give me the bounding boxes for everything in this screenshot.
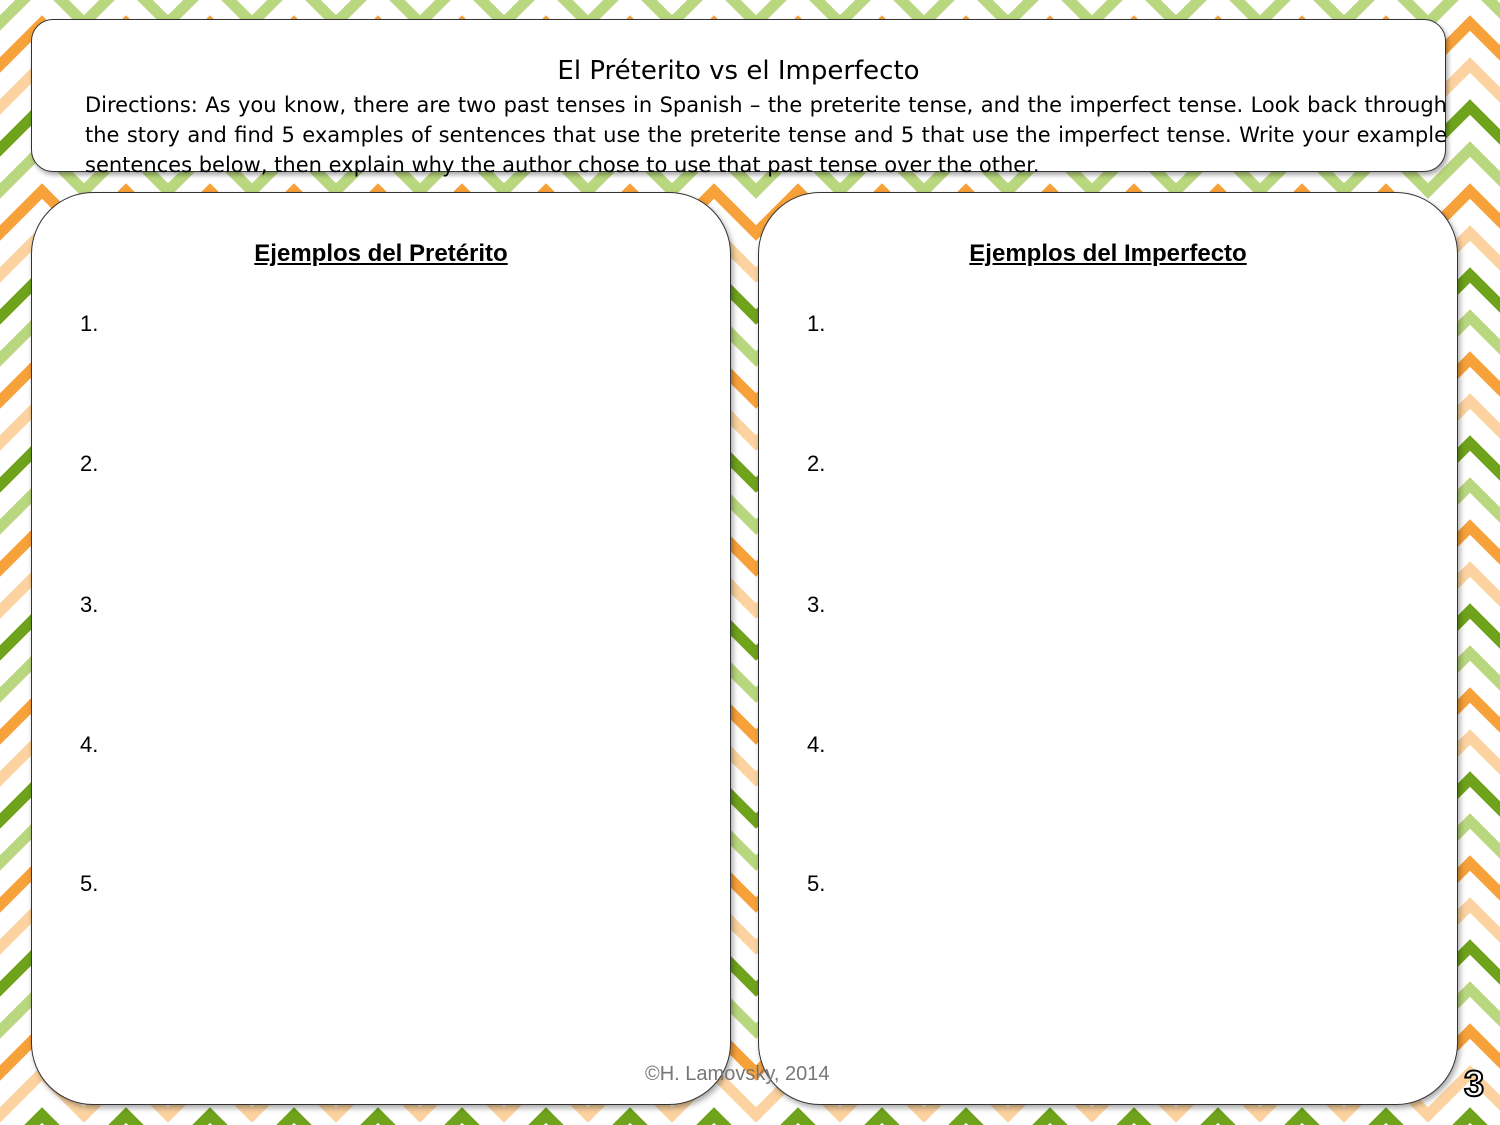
preterite-item-1: 1.: [80, 311, 99, 336]
directions-box: [31, 19, 1447, 177]
preterite-item-3: 3.: [80, 592, 99, 617]
page-title: El Préterito vs el Imperfecto: [557, 56, 920, 86]
directions-text: Directions: As you know, there are two past tenses in Spanish – the preterite tense, and the imperfect tense. Look back through the story and find 5 examples of sentences that use the preterite tense and 5 that use the imperfect tense. Write your example sentences below, then explain why the author chose to use that past tense over the other.: [85, 93, 1447, 177]
preterite-item-4: 4.: [80, 732, 99, 757]
preterite-panel: [31, 192, 731, 1105]
imperfect-item-3: 3.: [807, 592, 826, 617]
copyright-text: ©H. Lamovsky, 2014: [645, 1063, 830, 1085]
imperfect-item-5: 5.: [807, 871, 826, 896]
preterite-heading: Ejemplos del Pretérito: [254, 240, 508, 267]
imperfect-panel: [758, 192, 1458, 1105]
imperfect-item-4: 4.: [807, 732, 826, 757]
imperfect-heading: Ejemplos del Imperfecto: [969, 240, 1247, 267]
preterite-item-2: 2.: [80, 451, 99, 476]
page-number: 3: [1463, 1063, 1484, 1104]
imperfect-item-2: 2.: [807, 451, 826, 476]
preterite-item-5: 5.: [80, 871, 99, 896]
imperfect-item-1: 1.: [807, 311, 826, 336]
